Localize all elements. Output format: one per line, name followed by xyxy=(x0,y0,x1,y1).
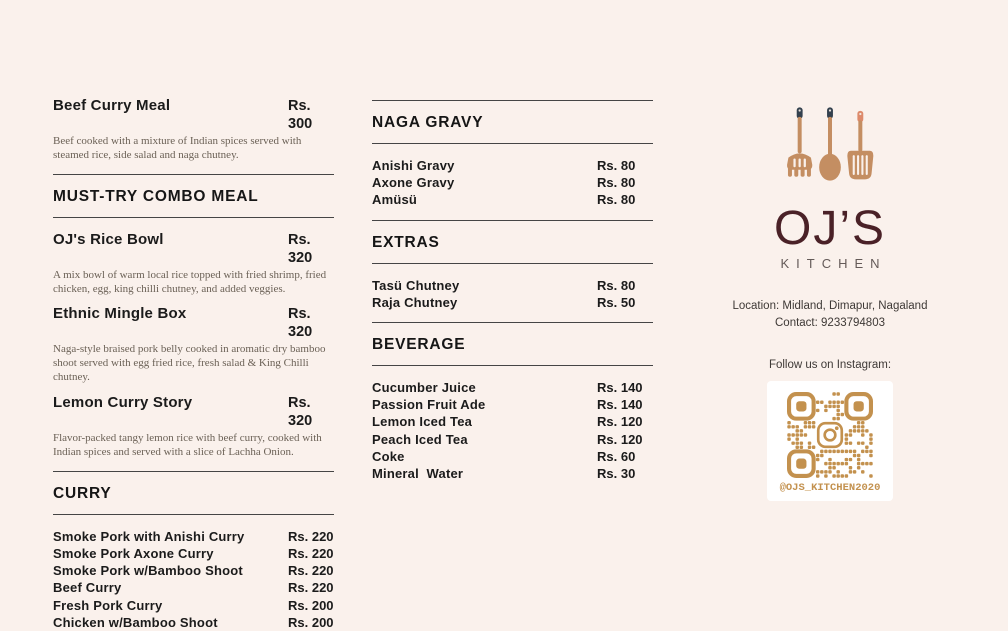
menu-item-name: Chicken w/Bamboo Shoot xyxy=(53,614,218,630)
section-heading: NAGA GRAVY xyxy=(372,114,484,131)
menu-item-name: Amüsü xyxy=(372,192,418,208)
section-rule xyxy=(372,220,653,221)
menu-item-price: Rs. 200 xyxy=(288,597,334,613)
menu-item xyxy=(372,465,653,482)
menu-item xyxy=(372,294,653,311)
menu-item-name: Lemon Iced Tea xyxy=(372,414,473,430)
menu-item-row xyxy=(53,305,334,341)
section-rule xyxy=(372,263,653,264)
menu-item xyxy=(372,448,653,465)
menu-item-row xyxy=(53,562,334,579)
menu-item-name: Raja Chutney xyxy=(372,294,458,310)
menu-item-row xyxy=(372,277,653,294)
menu-item-price: Rs. 80 xyxy=(597,158,636,173)
menu-item-price: Rs. 200 xyxy=(288,614,334,630)
menu-item-name: Peach Iced Tea xyxy=(372,431,468,447)
menu-item-row xyxy=(53,97,334,133)
instagram-handle: @OJS_KITCHEN2020 xyxy=(779,481,881,494)
menu-item-row xyxy=(53,545,334,562)
menu-item-description: Beef cooked with a mixture of Indian spices served with steamed rice, side salad and naga chutney. xyxy=(53,135,302,161)
menu-item-price: Rs. 60 xyxy=(597,448,636,464)
menu-item xyxy=(53,231,334,297)
menu-item-price: Rs. 80 xyxy=(597,277,636,293)
brand-name: OJ’S xyxy=(773,202,886,255)
section-heading: CURRY xyxy=(53,484,112,502)
menu-item-row xyxy=(372,465,653,482)
menu-item-row xyxy=(372,157,653,174)
menu-item-price: Rs. 320 xyxy=(288,306,313,341)
menu-item-price: Rs. 220 xyxy=(288,563,334,579)
menu-item-price: Rs. 220 xyxy=(288,545,334,561)
menu-item-price: Rs. 140 xyxy=(597,397,643,413)
section-heading: EXTRAS xyxy=(372,233,440,251)
menu-item-price: Rs. 220 xyxy=(288,580,334,596)
menu-item-name: Smoke Pork with Anishi Curry xyxy=(53,528,245,544)
section-items xyxy=(53,528,334,631)
section-items xyxy=(53,97,334,163)
menu-item xyxy=(53,528,334,545)
menu-item-name: Lemon Curry Story xyxy=(53,394,193,412)
menu-item-price: Rs. 120 xyxy=(597,431,643,447)
menu-item-name: Smoke Pork Axone Curry xyxy=(53,545,214,561)
section-rule xyxy=(53,471,334,472)
menu-item-row xyxy=(53,528,334,545)
slotted-fork-icon xyxy=(787,107,812,176)
menu-item xyxy=(53,597,334,614)
slotted-turner-icon xyxy=(847,111,873,179)
menu-item-row xyxy=(53,579,334,596)
menu-item xyxy=(53,305,334,385)
menu-item-price: Rs. 140 xyxy=(597,380,643,396)
menu-item-row xyxy=(53,394,334,430)
menu-item-price: Rs. 320 xyxy=(288,395,313,430)
menu-item xyxy=(53,97,334,163)
menu-item-price: Rs. 30 xyxy=(597,466,636,482)
menu-item-row xyxy=(53,614,334,631)
brand-contact: Contact: 9233794803 xyxy=(775,317,885,330)
menu-item-row xyxy=(372,431,653,448)
instagram-qr-code-icon xyxy=(787,392,873,478)
section-rule xyxy=(372,100,653,101)
menu-item-row xyxy=(53,231,334,267)
menu-item-price: Rs. 320 xyxy=(288,231,313,266)
menu-item xyxy=(372,191,653,208)
menu-item-name: Mineral Water xyxy=(372,466,464,482)
section-heading: MUST-TRY COMBO MEAL xyxy=(53,187,259,205)
menu-item-row xyxy=(372,191,653,208)
menu-item-name: Smoke Pork w/Bamboo Shoot xyxy=(53,563,243,579)
section-items xyxy=(53,231,334,460)
menu-item-price: Rs. 80 xyxy=(597,192,636,208)
menu-item xyxy=(372,413,653,430)
section-items xyxy=(372,157,653,209)
wooden-spoon-icon xyxy=(819,107,841,180)
menu-item-name: Ethnic Mingle Box xyxy=(53,305,187,323)
menu-column-left xyxy=(53,97,334,631)
brand-column xyxy=(712,107,948,501)
kitchen-utensils-logo-icon xyxy=(778,107,882,191)
menu-item-name: Axone Gravy xyxy=(372,175,455,191)
menu-item-name: Tasü Chutney xyxy=(372,277,460,293)
menu-item-row xyxy=(53,597,334,614)
menu-item-price: Rs. 120 xyxy=(597,414,643,430)
menu-item-row xyxy=(372,396,653,413)
menu-item-name: Cucumber Juice xyxy=(372,380,476,396)
brand-location: Location: Midland, Dimapur, Nagaland xyxy=(732,300,928,312)
section-rule xyxy=(372,365,653,366)
menu-item xyxy=(372,431,653,448)
section-items xyxy=(372,379,653,482)
menu-item-price: Rs. 50 xyxy=(597,294,636,310)
section-heading: BEVERAGE xyxy=(372,336,466,354)
menu-item-name: OJ's Rice Bowl xyxy=(53,230,164,248)
menu-item-name: Fresh Pork Curry xyxy=(53,597,163,613)
section-items xyxy=(372,277,653,311)
instagram-cta: Follow us on Instagram: xyxy=(768,358,892,371)
menu-item xyxy=(372,174,653,191)
menu-item-name: Coke xyxy=(372,448,405,464)
menu-item xyxy=(53,579,334,596)
section-rule xyxy=(53,514,334,515)
menu-item xyxy=(372,396,653,413)
menu-item xyxy=(372,277,653,294)
instagram-qr-card xyxy=(767,381,894,501)
menu-item xyxy=(372,157,653,174)
menu-item-row xyxy=(372,448,653,465)
section-rule xyxy=(53,217,334,218)
menu-item-row xyxy=(372,174,653,191)
menu-item-description: A mix bowl of warm local rice topped with fried shrimp, fried chicken, egg, king chilli chutney, and added veggies. xyxy=(53,268,327,295)
section-rule xyxy=(372,322,653,323)
menu-column-middle xyxy=(372,89,653,482)
section-rule xyxy=(372,143,653,144)
menu-item-description: Naga-style braised pork belly cooked in aromatic dry bamboo shoot served with egg fried rice, fresh salad & King Chilli chutney. xyxy=(53,343,326,384)
section-rule xyxy=(53,174,334,175)
menu-item-row xyxy=(372,413,653,430)
menu-item-price: Rs. 220 xyxy=(288,528,334,544)
menu-item xyxy=(53,562,334,579)
menu-item xyxy=(53,545,334,562)
menu-item-name: Beef Curry xyxy=(53,580,122,596)
menu-item-name: Passion Fruit Ade xyxy=(372,397,486,413)
menu-item-name: Anishi Gravy xyxy=(372,158,455,173)
menu-item xyxy=(53,614,334,631)
menu-item-price: Rs. 300 xyxy=(288,98,313,132)
brand-subtitle: KITCHEN xyxy=(780,256,887,271)
menu-item xyxy=(372,379,653,396)
menu-item-row xyxy=(372,379,653,396)
menu-item-description: Flavor-packed tangy lemon rice with beef curry, cooked with Indian spices and served with a slice of Lachha Onion. xyxy=(53,432,322,458)
menu-item-name: Beef Curry Meal xyxy=(53,97,171,114)
menu-item xyxy=(53,394,334,460)
menu-item-row xyxy=(372,294,653,311)
menu-item-price: Rs. 80 xyxy=(597,175,636,191)
